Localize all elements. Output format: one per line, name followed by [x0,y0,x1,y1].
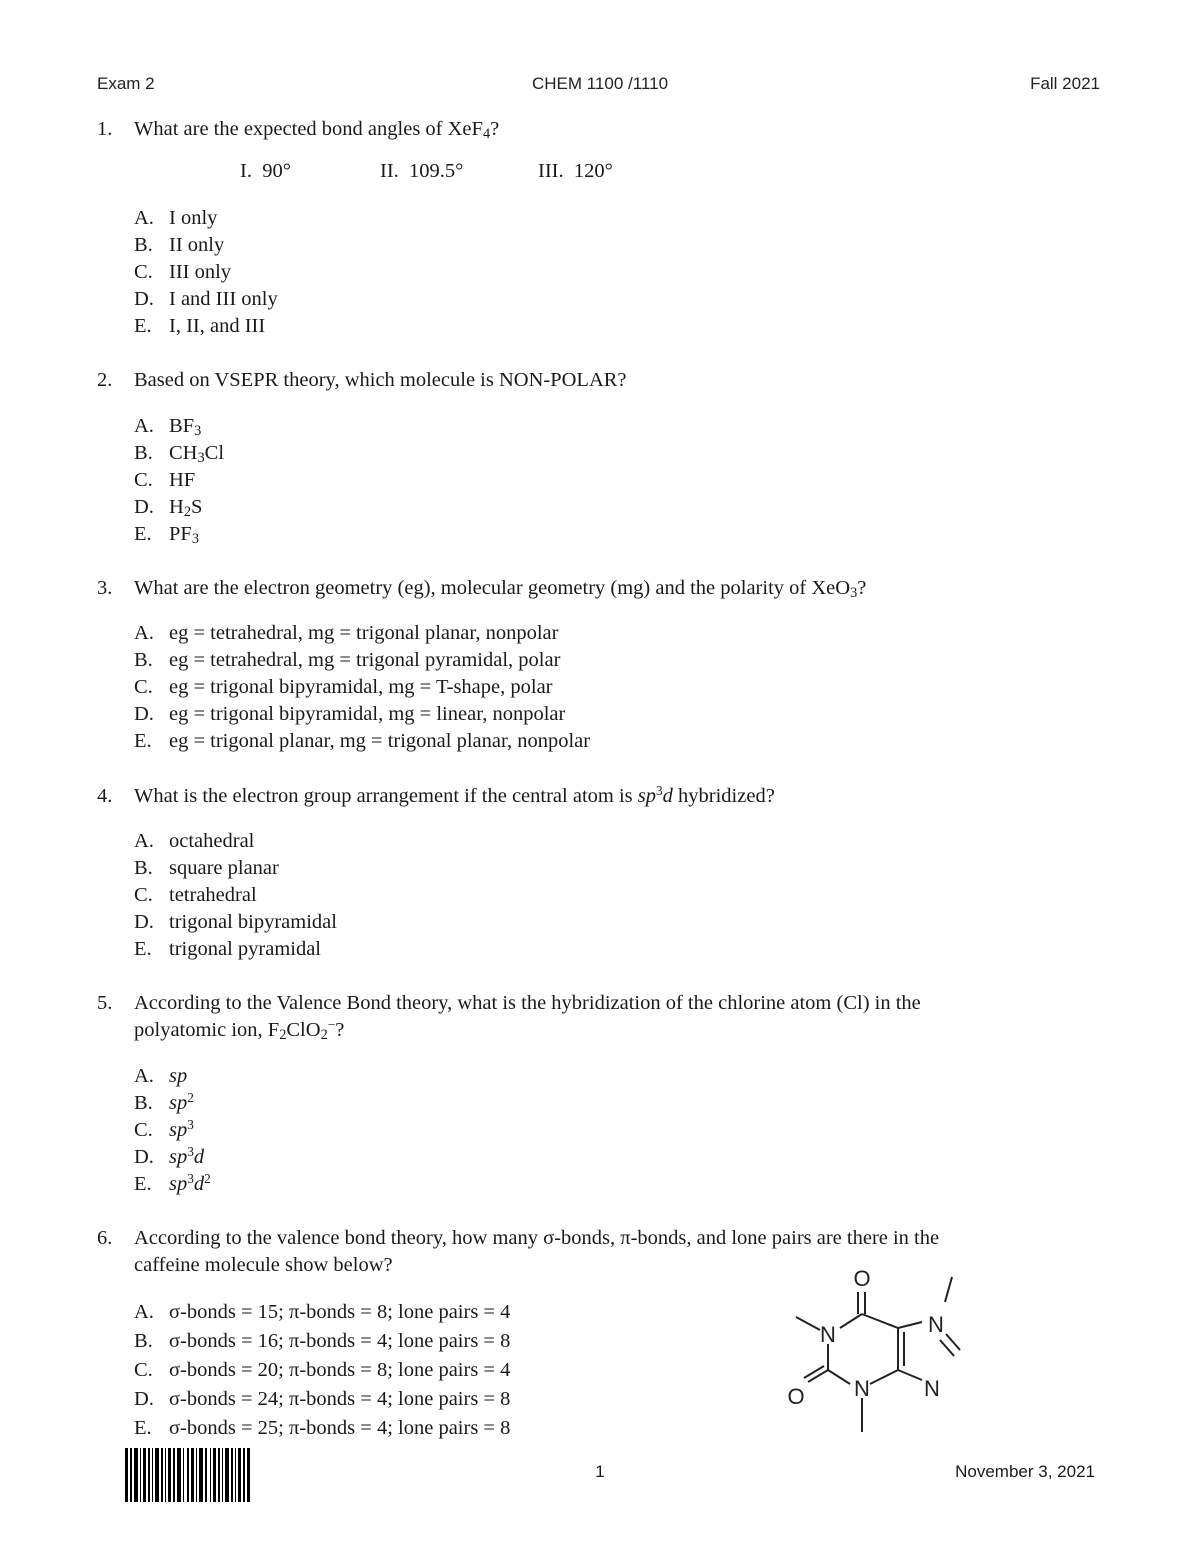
question-stem: What are the expected bond angles of XeF$_4$? [134,118,500,142]
options-q1 [134,205,278,340]
question-stem: According to the Valence Bond theory, what is the hybridization of the chlorine atom (Cl) in the polyatomic ion, $F_2ClO_2^-$? [134,992,921,1043]
exam-date: November 3, 2021 [955,1462,1095,1481]
option-c[interactable]: C. $sp^3$ [134,1117,194,1141]
option-d[interactable]: D. eg = trigonal bipyramidal, mg = linear, nonpolar [134,703,566,725]
caffeine-molecule-diagram [780,1262,980,1442]
question-number: 2. [97,369,113,391]
option-e[interactable]: E. $sp^3d^2$ [134,1171,211,1195]
option-b[interactable]: B. eg = tetrahedral, mg = trigonal pyramidal, polar [134,649,561,671]
option-e[interactable]: E. eg = trigonal planar, mg = trigonal planar, nonpolar [134,730,591,752]
header-exam-label: Exam 2 [97,74,155,93]
roman-item-1: I. 90° [240,160,291,182]
option-b[interactable]: B. $sp^2$ [134,1090,194,1114]
question-stem: Based on VSEPR theory, which molecule is NON-POLAR? [134,369,627,391]
option-e[interactable]: E. $PF_3$ [134,523,199,547]
question-5 [97,990,1097,1044]
question-stem: What are the electron geometry (eg), molecular geometry (mg) and the polarity of XeO$_3$? [134,577,867,601]
roman-item-3: III. 120° [538,160,613,182]
atom-n7: N [928,1312,944,1337]
option-b[interactable]: B. II only [134,234,225,256]
molecule-atom-labels [787,1266,944,1409]
question-4 [97,783,1097,810]
page-number: 1 [595,1462,605,1481]
option-a[interactable]: A. σ-bonds = 15; π-bonds = 8; lone pairs = 4 [134,1301,511,1323]
options-q2 [134,413,224,548]
options-q4 [134,828,337,963]
option-d[interactable]: D. σ-bonds = 24; π-bonds = 4; lone pairs = 8 [134,1388,511,1410]
question-number: 3. [97,577,113,599]
option-a[interactable]: A. eg = tetrahedral, mg = trigonal planar, nonpolar [134,622,559,644]
question-number: 4. [97,785,113,807]
options-q3 [134,620,590,755]
atom-o-top: O [853,1266,871,1291]
option-d[interactable]: D. I and III only [134,288,278,310]
question-2 [97,367,1097,394]
header-course: CHEM 1100 /1110 [531,74,669,93]
question-number: 5. [97,992,113,1014]
question-3 [97,575,1097,602]
atom-n9: N [924,1376,940,1401]
atom-o-left: O [787,1384,805,1409]
atom-n3: N [854,1376,870,1401]
question-number: 6. [97,1227,113,1249]
option-d[interactable]: D. $sp^3d$ [134,1144,205,1168]
question-number: 1. [97,118,113,140]
option-c[interactable]: C. tetrahedral [134,884,257,906]
option-c[interactable]: C. III only [134,261,232,283]
option-d[interactable]: D. trigonal bipyramidal [134,911,337,933]
option-c[interactable]: C. HF [134,469,196,491]
options-q6 [134,1298,510,1443]
option-a[interactable]: A. octahedral [134,830,255,852]
option-a[interactable]: A. $BF_3$ [134,415,202,439]
option-c[interactable]: C. σ-bonds = 20; π-bonds = 8; lone pairs = 4 [134,1359,511,1381]
option-e[interactable]: E. trigonal pyramidal [134,938,321,960]
option-b[interactable]: B. square planar [134,857,279,879]
option-b[interactable]: B. σ-bonds = 16; π-bonds = 4; lone pairs = 8 [134,1330,511,1352]
question-1 [97,116,1097,143]
option-a[interactable]: A. I only [134,207,218,229]
options-q5 [134,1063,211,1198]
question-stem: What is the electron group arrangement if the central atom is $sp^3d$ hybridized? [134,783,775,807]
question-stem: According to the valence bond theory, how many σ-bonds, π-bonds, and lone pairs are there in the caffeine molecule show below? [134,1227,940,1276]
option-e[interactable]: E. I, II, and III [134,315,266,337]
option-a[interactable]: A. sp [134,1065,188,1087]
molecule-bonds [796,1277,960,1432]
atom-n1: N [820,1322,836,1347]
header-term: Fall 2021 [1030,74,1100,93]
option-b[interactable]: B. $CH_3Cl$ [134,442,225,466]
option-c[interactable]: C. eg = trigonal bipyramidal, mg = T-shape, polar [134,676,553,698]
roman-item-2: II. 109.5° [380,160,464,182]
option-d[interactable]: D. $H_2S$ [134,496,203,520]
option-e[interactable]: E. σ-bonds = 25; π-bonds = 4; lone pairs = 8 [134,1417,511,1439]
